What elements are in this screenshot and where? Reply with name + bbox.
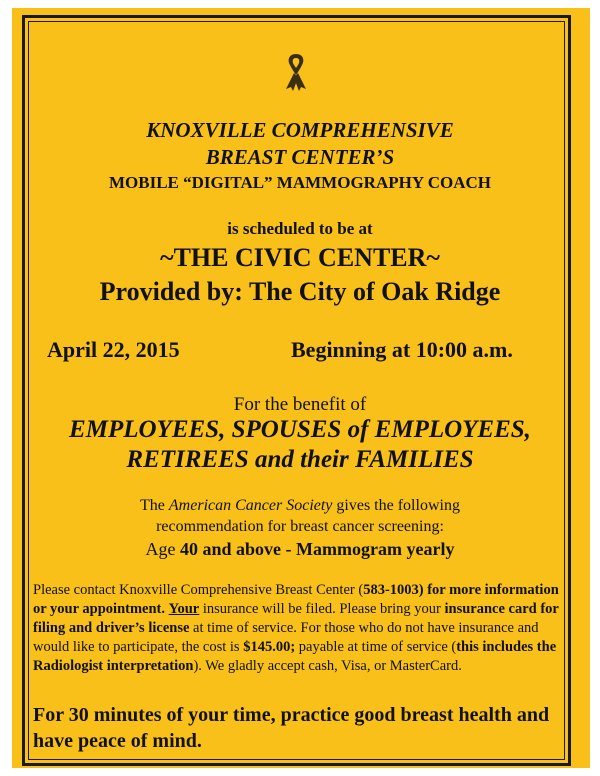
event-start-time: Beginning at 10:00 a.m. (291, 337, 513, 362)
audience-line2: RETIREES and their FAMILIES (126, 446, 474, 473)
event-date: April 22, 2015 (47, 337, 180, 362)
age-prefix: Age (145, 539, 181, 559)
society-name: American Cancer Society (168, 497, 333, 514)
radiologist-note: this includes the Radiologist interpretation (33, 639, 557, 674)
audience-intro: For the benefit of (233, 394, 367, 415)
recommendation-prefix: The (140, 497, 169, 514)
provided-by: Provided by: The City of Oak Ridge (99, 277, 501, 306)
contact-text: ). We gladly accept cash, Visa, or MasterCard. (193, 658, 462, 674)
scheduled-text: is scheduled to be at (227, 219, 373, 238)
contact-paragraph (33, 581, 563, 676)
recommendation-line2: recommendation for breast cancer screening: (156, 518, 444, 535)
contact-text: at time of service. For those who do not have insurance and would like to participate, the cost is (33, 620, 539, 655)
cost: $145.00; (243, 639, 296, 655)
recommendation-suffix: gives the following (332, 497, 460, 514)
age-rule: 40 and above - Mammogram yearly (180, 539, 455, 559)
documents-required: insurance card for filing and driver’s license (33, 601, 559, 636)
recommendation-line1 (0, 497, 600, 515)
contact-text: Please contact Knoxville Comprehensive Breast Center ( (33, 582, 364, 598)
org-name-line2: BREAST CENTER’S (205, 145, 395, 169)
org-name-line1: KNOXVILLE COMPREHENSIVE (146, 118, 454, 142)
contact-text: insurance will be filed. Please bring your (199, 601, 445, 617)
awareness-ribbon-icon (279, 50, 313, 92)
coach-title: MOBILE “DIGITAL” MAMMOGRAPHY COACH (108, 173, 492, 192)
screening-rule (0, 539, 600, 560)
phone-and-info: 583-1003) for more information or your appointment. (33, 582, 559, 617)
contact-text: payable at time of service ( (295, 639, 457, 655)
closing-message: For 30 minutes of your time, practice good breast health and have peace of mind. (33, 704, 550, 752)
your-emphasis: Your (168, 601, 200, 617)
venue-name: ~THE CIVIC CENTER~ (160, 243, 440, 272)
audience-line1: EMPLOYEES, SPOUSES of EMPLOYEES, (69, 416, 531, 443)
